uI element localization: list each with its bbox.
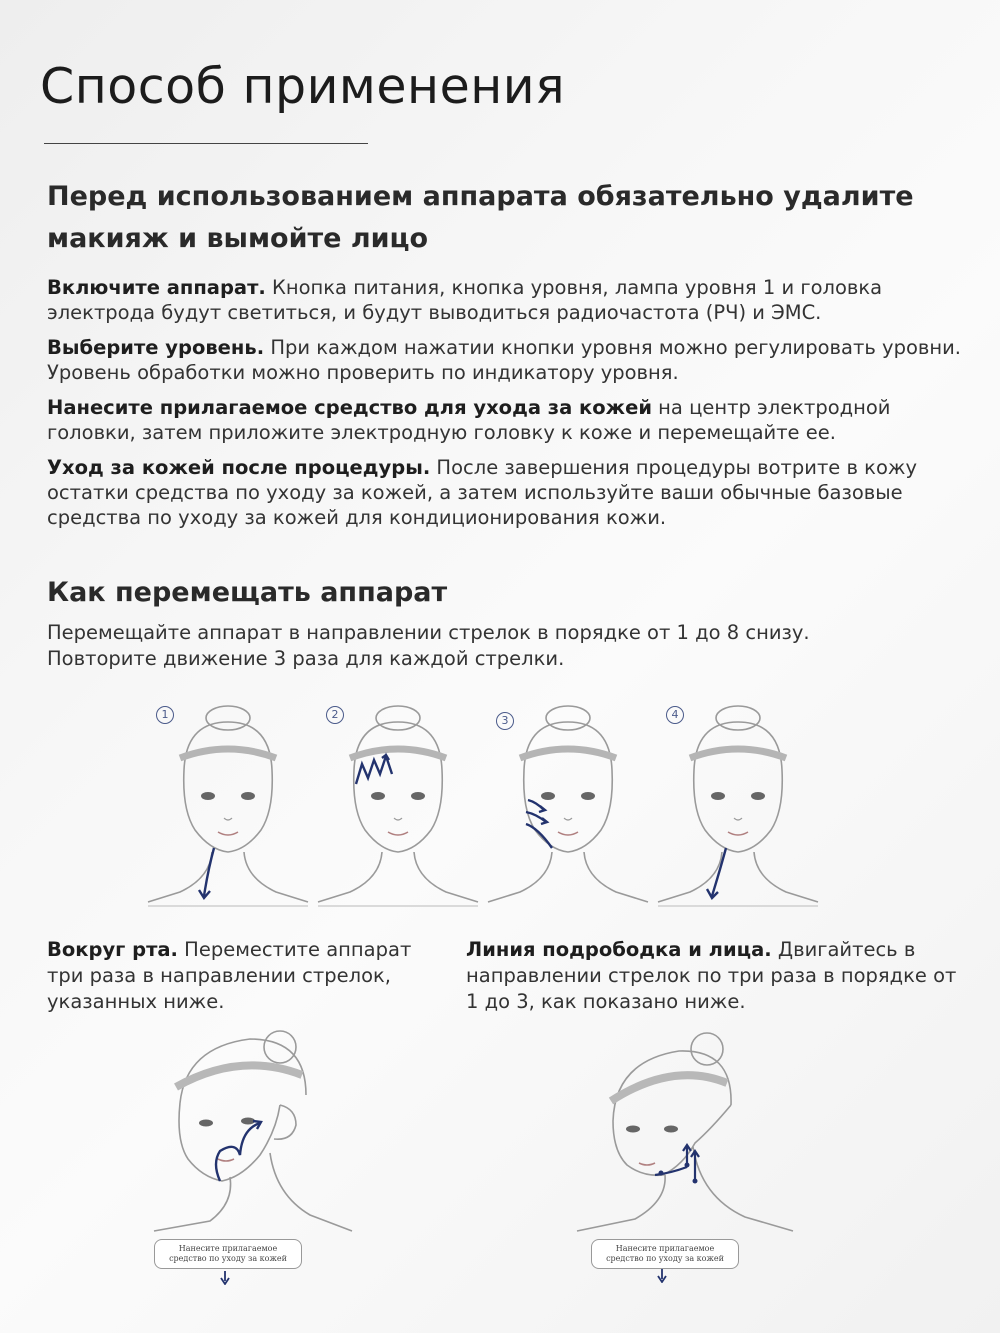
step-select-level xyxy=(47,335,977,385)
step-number-3: 3 xyxy=(496,712,514,730)
movement-illustrations xyxy=(140,700,840,910)
step-title: Уход за кожей после процедуры. xyxy=(47,456,431,479)
move-heading: Как перемещать аппарат xyxy=(47,577,448,608)
step-title: Выберите уровень. xyxy=(47,336,265,359)
step-title: Нанесите прилагаемое средство для ухода за кожей xyxy=(47,396,652,419)
step-apply-product xyxy=(47,395,977,445)
profile-drawing xyxy=(110,1025,370,1235)
title-divider xyxy=(44,143,368,144)
step-number-4: 4 xyxy=(666,706,684,724)
face-drawing xyxy=(140,700,315,910)
jawline-illustration xyxy=(555,1025,815,1295)
mouth-illustration xyxy=(110,1025,370,1295)
intro-heading: Перед использованием аппарата обязательно удалите макияж и вымойте лицо xyxy=(47,181,914,254)
down-arrow-icon xyxy=(657,1269,667,1283)
face-illustration-2 xyxy=(310,700,485,910)
step-number-1: 1 xyxy=(156,706,174,724)
step-text: После завершения процедуры вотрите в кожу остатки средства по уходу за кожей, а затем используйте ваши обычные базовые средства по уходу за кожей для кондиционирования кожи. xyxy=(47,456,918,529)
jawline-instruction xyxy=(466,937,966,1015)
step-power-on xyxy=(47,275,977,325)
face-illustration-4 xyxy=(650,700,825,910)
face-drawing xyxy=(310,700,485,910)
note-box: Нанесите прилагаемое средство по уходу за кожей xyxy=(154,1239,302,1269)
profile-drawing xyxy=(555,1025,815,1235)
face-illustration-3 xyxy=(480,700,655,910)
down-arrow-icon xyxy=(220,1271,230,1285)
mouth-instruction xyxy=(47,937,447,1015)
face-drawing xyxy=(480,700,655,910)
page-title: Способ применения xyxy=(40,58,566,115)
step-title: Включите аппарат. xyxy=(47,276,266,299)
step-text: При каждом нажатии кнопки уровня можно регулировать уровни. Уровень обработки можно проверить по индикатору уровня. xyxy=(47,336,961,384)
jawline-title: Линия подрободка и лица. xyxy=(466,938,772,961)
jawline-text: Двигайтесь в направлении стрелок по три раза в порядке от 1 до 3, как показано ниже. xyxy=(466,938,957,1013)
note-box: Нанесите прилагаемое средство по уходу за кожей xyxy=(591,1239,739,1269)
move-desc-line: Перемещайте аппарат в направлении стрелок в порядке от 1 до 8 снизу. xyxy=(47,621,810,644)
mouth-title: Вокруг рта. xyxy=(47,938,178,961)
mouth-text: Переместите аппарат три раза в направлении стрелок, указанных ниже. xyxy=(47,938,412,1013)
move-desc-line: Повторите движение 3 раза для каждой стрелки. xyxy=(47,647,565,670)
step-aftercare xyxy=(47,455,977,530)
step-text: Кнопка питания, кнопка уровня, лампа уровня 1 и головка электрода будут светиться, и будут выводиться радиочастота (РЧ) и ЭМС. xyxy=(47,276,883,324)
step-number-2: 2 xyxy=(326,706,344,724)
instruction-steps xyxy=(47,275,977,540)
move-description xyxy=(47,620,947,672)
face-illustration-1 xyxy=(140,700,315,910)
step-text: на центр электродной головки, затем приложите электродную головку к коже и перемещайте ее. xyxy=(47,396,891,444)
face-drawing xyxy=(650,700,825,910)
